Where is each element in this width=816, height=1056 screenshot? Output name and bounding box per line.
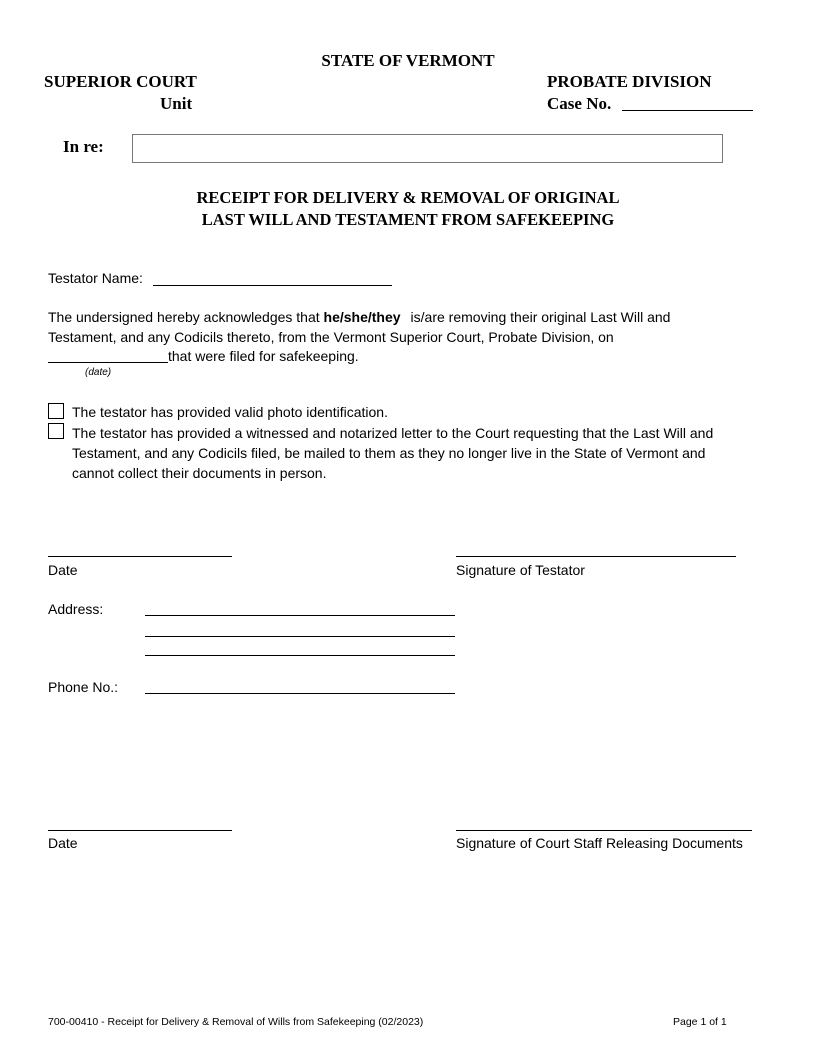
- in-re-field[interactable]: [132, 134, 723, 163]
- testator-signature-label: Signature of Testator: [456, 562, 585, 578]
- mail-request-text-line-2: Testament, and any Codicils filed, be mailed to them as they no longer live in the State of Vermont and: [72, 445, 706, 461]
- date-caption: (date): [85, 367, 112, 378]
- acknowledgement-line-3: that were filed for safekeeping.: [168, 348, 359, 364]
- testator-name-label: Testator Name:: [48, 270, 143, 286]
- pronoun-choice: he/she/they: [323, 309, 401, 325]
- phone-field[interactable]: [145, 693, 455, 694]
- testator-date-line[interactable]: [48, 556, 232, 557]
- address-line-1[interactable]: [145, 615, 455, 616]
- division-heading: PROBATE DIVISION: [547, 72, 712, 91]
- address-label: Address:: [48, 601, 104, 617]
- court-heading: SUPERIOR COURT: [44, 72, 197, 91]
- staff-date-label: Date: [48, 835, 78, 851]
- case-no-field[interactable]: [622, 110, 753, 111]
- address-line-3[interactable]: [145, 655, 455, 656]
- address-line-2[interactable]: [145, 636, 455, 637]
- footer-page-number: Page 1 of 1: [673, 1016, 727, 1028]
- acknowledgement-line-2: Testament, and any Codicils thereto, from the Vermont Superior Court, Probate Division, on: [48, 329, 614, 345]
- phone-label: Phone No.:: [48, 679, 119, 695]
- removal-date-field[interactable]: [48, 362, 168, 363]
- mail-request-text-line-3: cannot collect their documents in person.: [72, 465, 327, 481]
- acknowledgement-intro: The undersigned hereby acknowledges that: [48, 309, 324, 325]
- staff-date-line[interactable]: [48, 830, 232, 831]
- form-title-line-2: LAST WILL AND TESTAMENT FROM SAFEKEEPING: [201, 210, 615, 229]
- state-heading: STATE OF VERMONT: [321, 51, 495, 70]
- staff-signature-line[interactable]: [456, 830, 752, 831]
- footer-form-id: 700-00410 - Receipt for Delivery & Removal of Wills from Safekeeping (02/2023): [48, 1016, 424, 1028]
- mail-request-checkbox[interactable]: [48, 423, 64, 439]
- staff-signature-label: Signature of Court Staff Releasing Documents: [456, 835, 743, 851]
- acknowledgement-line-1-rest: is/are removing their original Last Will and: [410, 309, 671, 325]
- photo-id-checkbox[interactable]: [48, 403, 64, 419]
- testator-name-field[interactable]: [153, 285, 392, 286]
- testator-date-label: Date: [48, 562, 78, 578]
- case-no-label: Case No.: [547, 94, 612, 113]
- testator-signature-line[interactable]: [456, 556, 736, 557]
- in-re-label: In re:: [63, 137, 104, 156]
- acknowledgement-line-1: [48, 307, 670, 327]
- unit-label: Unit: [160, 94, 193, 113]
- mail-request-text-line-1: The testator has provided a witnessed and notarized letter to the Court requesting that the Last Will and: [72, 425, 714, 441]
- form-title-line-1: RECEIPT FOR DELIVERY & REMOVAL OF ORIGINAL: [196, 188, 620, 207]
- photo-id-text: The testator has provided valid photo identification.: [72, 404, 388, 420]
